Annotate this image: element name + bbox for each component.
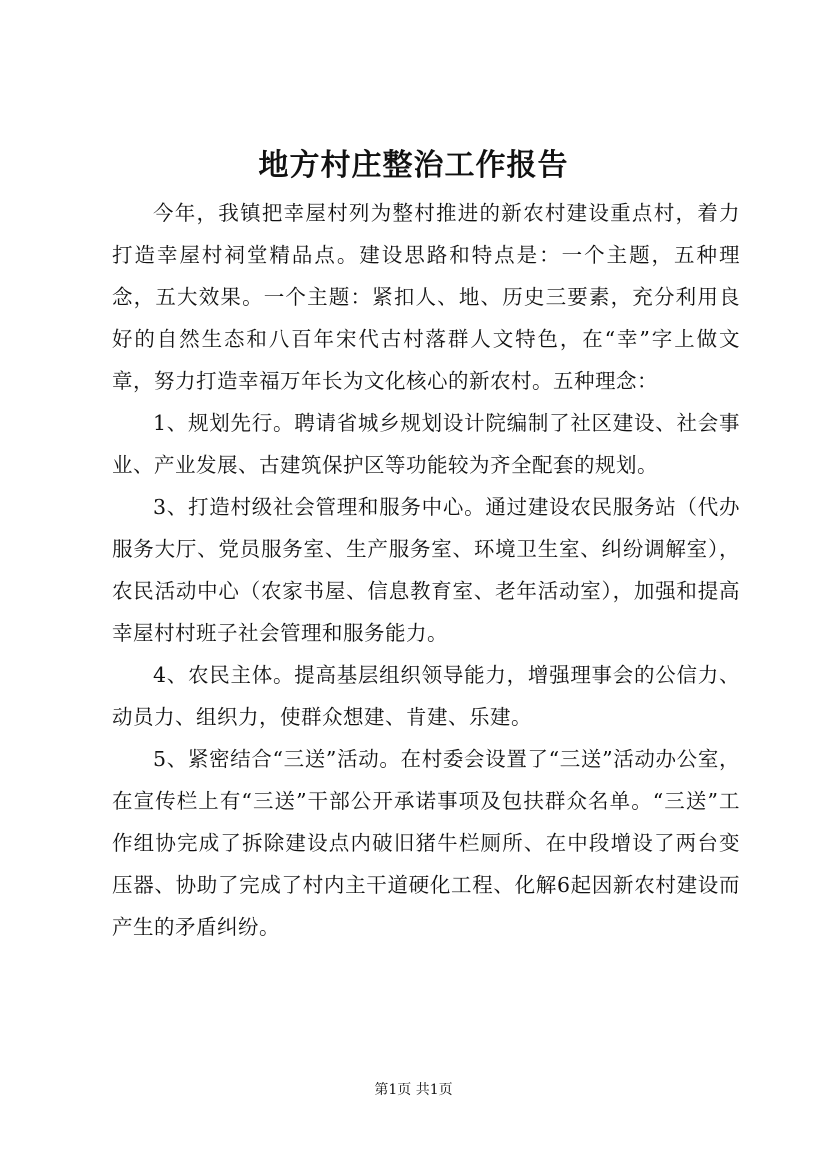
page-number-footer: 第1页 共1页 bbox=[374, 1082, 453, 1098]
paragraph-item-3: 3、打造村级社会管理和服务中心。通过建设农民服务站（代办服务大厅、党员服务室、生产服务室、环境卫生室、纠纷调解室），农民活动中心（农家书屋、信息教育室、老年活动室），加强和提高幸屋村村班子社会管理和服务能力。 bbox=[112, 495, 740, 645]
paragraph-item-1: 1、规划先行。聘请省城乡规划设计院编制了社区建设、社会事业、产业发展、古建筑保护区等功能较为齐全配套的规划。 bbox=[112, 411, 740, 477]
paragraph-intro: 今年，我镇把幸屋村列为整村推进的新农村建设重点村，着力打造幸屋村祠堂精品点。建设思路和特点是：一个主题，五种理念，五大效果。一个主题：紧扣人、地、历史三要素，充分利用良好的自然生态和八百年宋代古村落群人文特色，在“幸”字上做文章，努力打造幸福万年长为文化核心的新农村。五种理念： bbox=[112, 201, 740, 393]
paragraph-item-5: 5、紧密结合“三送”活动。在村委会设置了“三送”活动办公室，在宣传栏上有“三送”干部公开承诺事项及包扶群众名单。“三送”工作组协完成了拆除建设点内破旧猪牛栏厕所、在中段增设了两台变压器、协助了完成了村内主干道硬化工程、化解6起因新农村建设而产生的矛盾纠纷。 bbox=[112, 747, 740, 939]
paragraph-item-4: 4、农民主体。提高基层组织领导能力，增强理事会的公信力、动员力、组织力，使群众想建、肯建、乐建。 bbox=[112, 663, 740, 729]
document-body bbox=[112, 192, 740, 948]
document-title: 地方村庄整治工作报告 bbox=[258, 148, 569, 183]
